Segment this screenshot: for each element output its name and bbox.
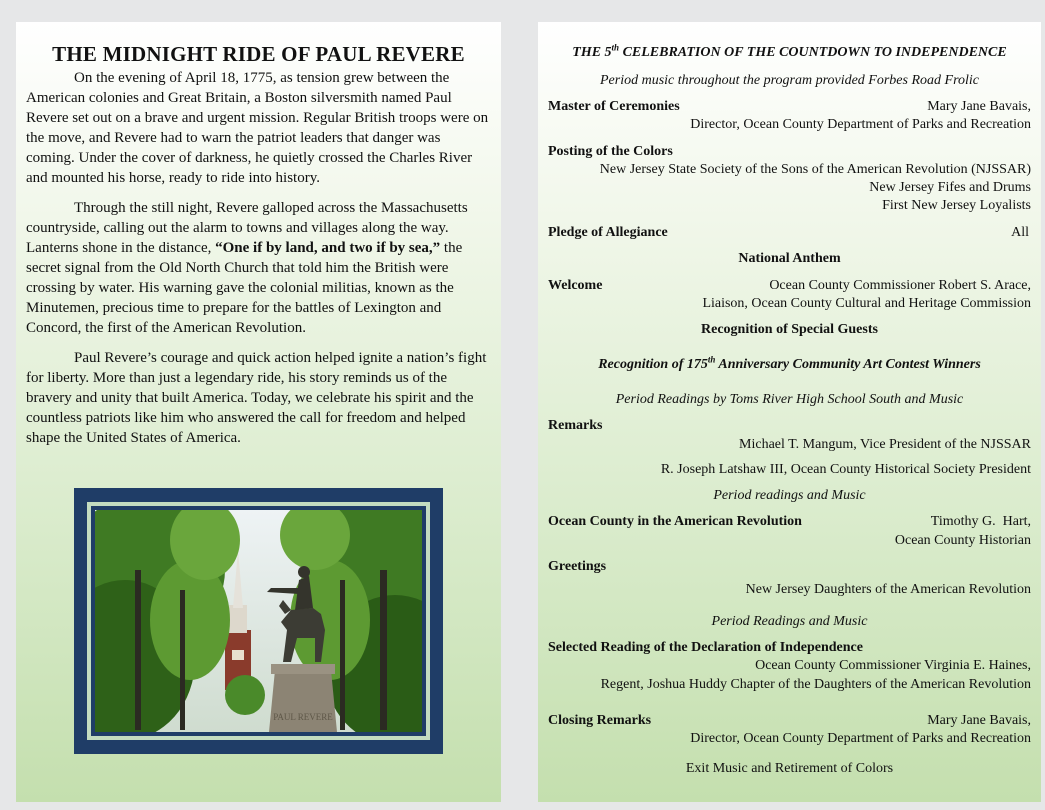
story-paragraph-1: On the evening of April 18, 1775, as tension grew between the American colonies and Great Britain, a Boston silversmith named Paul Revere set out on a brave and urgent mission. Regular British troops were on the move, and Revere had to warn the patriot leaders that danger was coming. Under the cover of darkness, he quietly crossed the Charles River and mounted his horse, ready to ride into history. (26, 70, 489, 186)
item-detail: New Jersey State Society of the Sons of the American Revolution (NJSSAR) (599, 162, 1031, 177)
item-detail: Director, Ocean County Department of Parks and Recreation (690, 117, 1031, 132)
item-label: Ocean County in the American Revolution (548, 514, 802, 529)
item-label: Pledge of Allegiance (548, 225, 668, 240)
program-item-anthem: National Anthem (738, 251, 841, 266)
program-item-art-contest: Recognition of 175th Anniversary Community Art Contest Winners (598, 354, 981, 372)
item-name: Mary Jane Bavais, (927, 99, 1031, 114)
program-item-mc (548, 98, 1031, 116)
item-detail: New Jersey Daughters of the American Revolution (745, 582, 1031, 597)
program-item-readings-3: Period Readings and Music (711, 614, 868, 629)
program-item-readings-1: Period Readings by Toms River High School South and Music (615, 392, 964, 407)
photo-frame (74, 488, 443, 754)
item-detail: First New Jersey Loyalists (882, 198, 1031, 213)
program-item-readings-2: Period readings and Music (713, 488, 866, 503)
item-name: Ocean County Commissioner Robert S. Arace, (769, 278, 1031, 293)
item-detail: Regent, Joshua Huddy Chapter of the Daughters of the American Revolution (600, 677, 1031, 692)
item-label-greetings: Greetings (548, 559, 607, 574)
item-detail: New Jersey Fifes and Drums (869, 180, 1031, 195)
program-item-welcome (548, 277, 1031, 295)
statue-plaque-text: PAUL REVERE (273, 712, 333, 722)
item-name: Timothy G. Hart, (930, 514, 1031, 529)
item-label-declaration: Selected Reading of the Declaration of Independence (548, 640, 863, 655)
program-title: THE 5th CELEBRATION OF THE COUNTDOWN TO INDEPENDENCE (572, 42, 1007, 60)
item-detail: R. Joseph Latshaw III, Ocean County Historical Society President (660, 462, 1031, 477)
story-title: THE MIDNIGHT RIDE OF PAUL REVERE (52, 42, 465, 66)
program-item-pledge (548, 224, 1031, 242)
item-label: Welcome (548, 278, 603, 293)
photo-mat (87, 502, 430, 740)
signal-quote: “One if by land, and two if by sea,” (215, 240, 441, 256)
item-detail: Director, Ocean County Department of Parks and Recreation (690, 731, 1031, 746)
item-detail: Ocean County Historian (894, 533, 1031, 548)
music-note: Period music throughout the program provided Forbes Road Frolic (600, 73, 979, 88)
item-name: Mary Jane Bavais, (927, 713, 1031, 728)
item-detail: Liaison, Ocean County Cultural and Heritage Commission (702, 296, 1031, 311)
program-item-ocar (548, 513, 1031, 531)
program-item-exit: Exit Music and Retirement of Colors (685, 761, 894, 776)
paul-revere-statue-photo (95, 510, 422, 732)
story-paragraph-3: Paul Revere’s courage and quick action helped ignite a nation’s fight for liberty. More than just a legendary ride, his story reminds us of the bravery and unity that built America. Today, we celebrate his spirit and the countless patriots like him who answered the call for freedom and helped shape the United States of America. (26, 350, 487, 446)
left-page (16, 22, 501, 802)
item-label-remarks: Remarks (548, 418, 603, 433)
item-detail: Michael T. Mangum, Vice President of the NJSSAR (739, 437, 1031, 452)
program-item-guests: Recognition of Special Guests (701, 322, 878, 337)
program-item-closing (548, 712, 1031, 730)
item-detail: Ocean County Commissioner Virginia E. Haines, (755, 658, 1031, 673)
program-page (538, 22, 1041, 802)
item-value: All (1011, 225, 1029, 240)
item-label: Master of Ceremonies (548, 99, 680, 114)
item-label-colors: Posting of the Colors (548, 144, 673, 159)
story-paragraph-2: Through the still night, Revere galloped across the Massachusetts countryside, calling out the alarm to towns and villages along the way. Lanterns shone in the distance, “One if by land, and two if by sea,” the secret signal from the Old North Church that told him the British were crossing by water. His warning gave the colonial militias, known as the Minutemen, precious time to prepare for the battles of Lexington and Concord, the first of the American Revolution. (26, 200, 468, 336)
story-body (26, 68, 492, 458)
item-label: Closing Remarks (548, 713, 652, 728)
